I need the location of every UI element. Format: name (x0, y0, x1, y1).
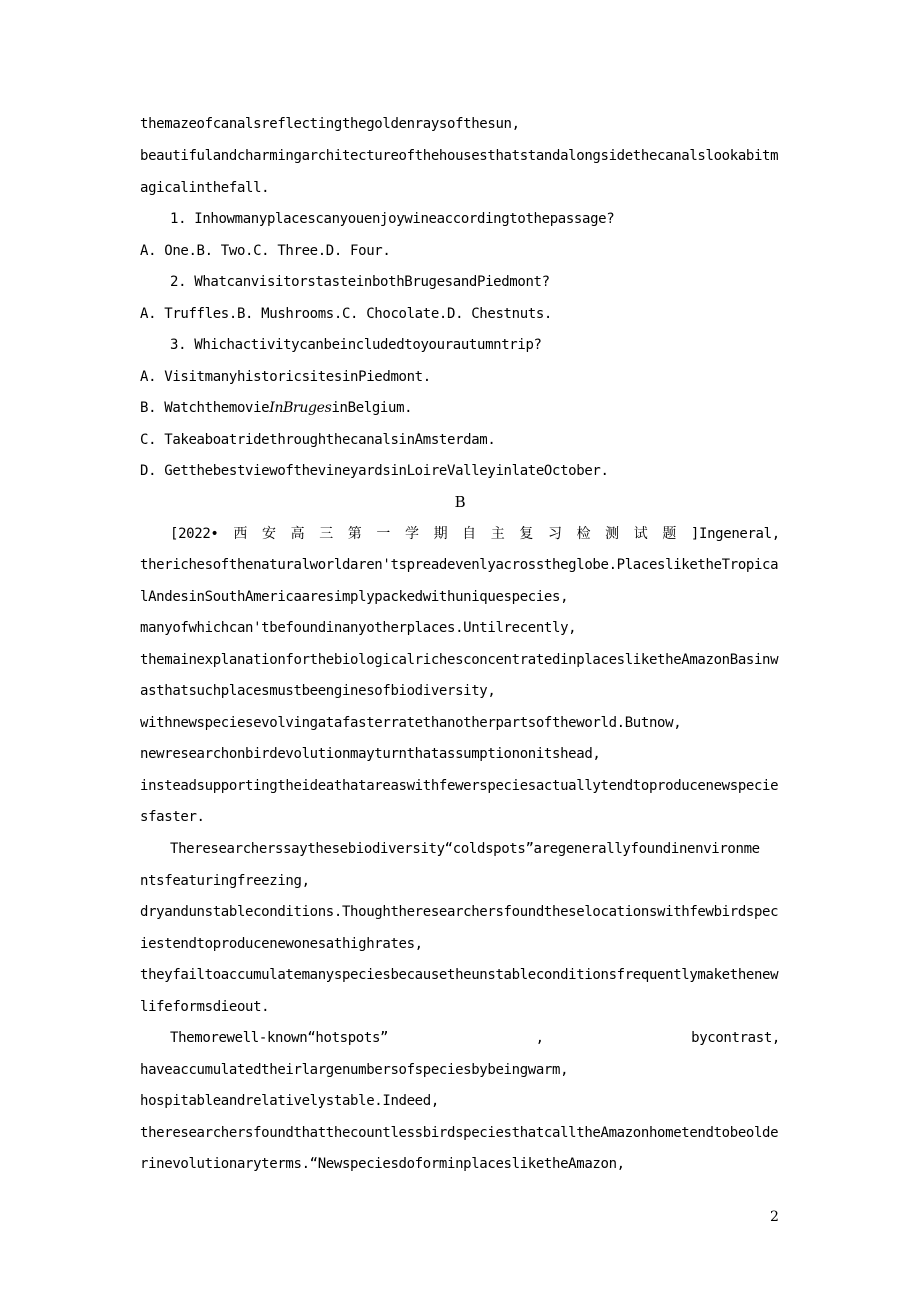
source-char: 期 (433, 526, 448, 542)
source-char: 西 (233, 526, 248, 542)
source-char: 复 (519, 526, 534, 542)
passage-a-line: themazeofcanalsreflectingthegoldenraysofthesun, (140, 116, 520, 132)
paragraph-2-line: theyfailtoaccumulatemanyspeciesbecausetheunstableconditionsfrequentlymakethenew (140, 967, 779, 983)
paragraph-2-line: ntsfeaturingfreezing, (140, 873, 310, 889)
option-b-tail: inBelgium. (331, 400, 413, 416)
paragraph-1-line: asthatsuchplacesmustbeenginesofbiodiversity, (140, 683, 496, 699)
option-b-text: B. Watchthemovie (140, 400, 270, 416)
question-3-stem: 3. Whichactivitycanbeincludedtoyourautumntrip? (170, 337, 542, 353)
movie-title: InBruges (269, 400, 332, 416)
paragraph-1-line: withnewspeciesevolvingatafasterratethanotherpartsoftheworld.Butnow, (140, 715, 682, 731)
paragraph-1-line: therichesofthenaturalworldaren'tspreadevenlyacrosstheglobe.PlacesliketheTropica (140, 557, 779, 573)
question-1-options: A. One.B. Two.C. Three.D. Four. (140, 243, 391, 259)
source-char: 三 (319, 526, 333, 542)
question-2-options: A. Truffles.B. Mushrooms.C. Chocolate.D. Chestnuts. (140, 306, 553, 322)
source-char: 检 (576, 526, 591, 542)
paragraph-3-line: hospitableandrelativelystable.Indeed, (140, 1093, 439, 1109)
paragraph-3-line: haveaccumulatedtheirlargenumbersofspeciesbybeingwarm, (140, 1062, 569, 1078)
source-char: 高 (290, 526, 305, 542)
source-char: 一 (376, 526, 391, 542)
hotspots-text: Themorewell-known“hotspots” (170, 1030, 389, 1046)
source-char: 测 (605, 526, 619, 542)
source-char: 第 (347, 526, 362, 542)
source-char: 试 (633, 526, 648, 542)
question-3-option-b (140, 398, 780, 418)
question-3-option-d: D. GetthebestviewofthevineyardsinLoireValleyinlateOctober. (140, 463, 609, 479)
section-heading: B (454, 493, 466, 511)
source-char: 主 (490, 526, 505, 542)
source-char: 自 (462, 526, 476, 542)
paragraph-1-line: newresearchonbirdevolutionmayturnthatassumptiononitshead, (140, 746, 601, 762)
source-char: 习 (547, 526, 562, 542)
question-3-option-a: A. VisitmanyhistoricsitesinPiedmont. (140, 369, 431, 385)
paragraph-1-line: sfaster. (140, 809, 205, 825)
paragraph-2-line: dryandunstableconditions.Thoughtheresearchersfoundtheselocationswithfewbirdspec (140, 904, 779, 920)
source-char: 学 (404, 526, 419, 542)
paragraph-1-line: insteadsupportingtheideathatareaswithfewerspeciesactuallytendtoproducenewspecie (140, 778, 779, 794)
question-1-stem: 1. Inhowmanyplacescanyouenjoywineaccordingtothepassage? (170, 211, 615, 227)
question-3-option-c: C. TakeaboatridethroughthecanalsinAmsterdam. (140, 432, 496, 448)
source-line (170, 524, 780, 544)
paragraph-2-line: iestendtoproducenewonesathighrates, (140, 936, 423, 952)
page-number: 2 (770, 1209, 779, 1225)
paragraph-3-line: rinevolutionaryterms.“NewspeciesdoforminplacesliketheAmazon, (140, 1156, 625, 1172)
paragraph-2-line: Theresearcherssaythesebiodiversity“coldspots”aregenerallyfoundinenvironme (170, 841, 760, 857)
question-2-stem: 2. WhatcanvisitorstasteinbothBrugesandPiedmont? (170, 274, 550, 290)
paragraph-2-line: lifeformsdieout. (140, 999, 270, 1015)
comma: , (535, 1030, 544, 1046)
contrast-text: bycontrast, (691, 1030, 780, 1046)
passage-a-line: agicalinthefall. (140, 180, 270, 196)
source-char: 题 (662, 526, 676, 542)
source-char: 安 (262, 526, 276, 542)
paragraph-3-line: theresearchersfoundthatthecountlessbirdspeciesthatcalltheAmazonhometendtobeolde (140, 1125, 779, 1141)
paragraph-1-line: themainexplanationforthebiologicalrichesconcentratedinplacesliketheAmazonBasinw (140, 652, 779, 668)
passage-a-line: beautifulandcharmingarchitectureofthehousesthatstandalongsidethecanalslookabitm (140, 148, 779, 164)
paragraph-1-line: manyofwhichcan'tbefoundinanyotherplaces.Untilrecently, (140, 620, 577, 636)
source-close: ]Ingeneral, (690, 526, 780, 542)
paragraph-3-first-line (170, 1028, 780, 1048)
source-open: [2022• (170, 526, 219, 542)
paragraph-1-line: lAndesinSouthAmericaaresimplypackedwithuniquespecies, (140, 589, 569, 605)
